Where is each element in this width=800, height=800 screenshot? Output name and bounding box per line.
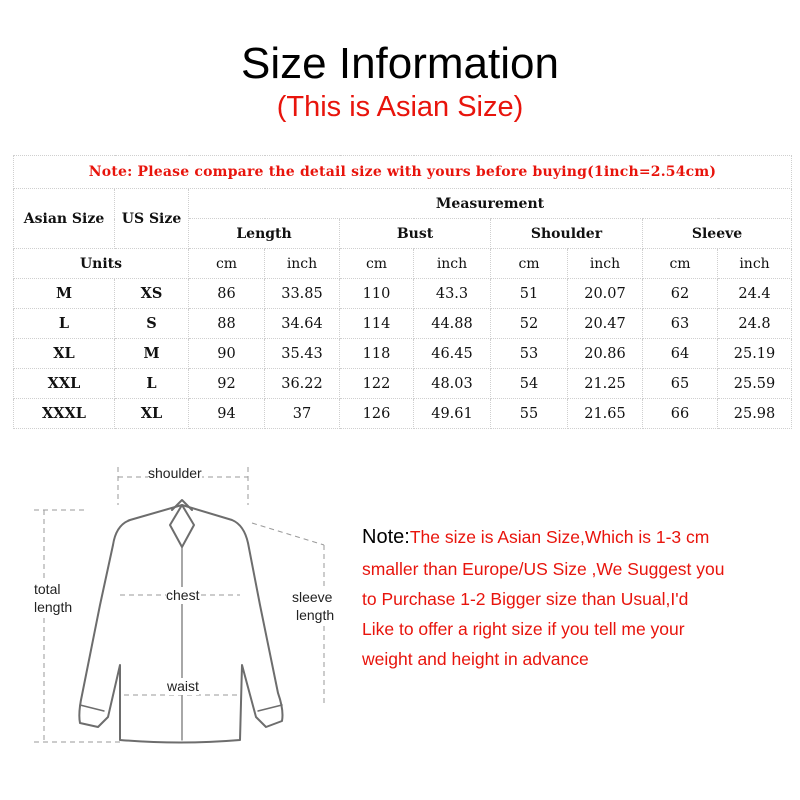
page-title: Size Information (241, 39, 559, 88)
cell-value: 36.22 (265, 369, 340, 399)
cell-value: 48.03 (414, 369, 491, 399)
cell-asian-size: M (14, 279, 115, 309)
page-subtitle: (This is Asian Size) (276, 91, 524, 123)
header-bust: Bust (340, 219, 491, 249)
units-label: Units (14, 249, 189, 279)
note-line: Like to offer a right size if you tell me your (362, 619, 685, 639)
cell-us-size: XS (115, 279, 189, 309)
unit-cell: inch (265, 249, 340, 279)
cell-value: 55 (491, 399, 568, 429)
label-total-length-2: length (34, 599, 73, 615)
unit-cell: cm (340, 249, 414, 279)
cell-value: 35.43 (265, 339, 340, 369)
header-us-size: US Size (115, 189, 189, 249)
cell-value: 34.64 (265, 309, 340, 339)
label-sleeve-length-2: length (296, 607, 335, 623)
label-waist: waist (167, 678, 199, 694)
cell-value: 25.98 (718, 399, 792, 429)
cell-value: 86 (189, 279, 265, 309)
table-row (14, 279, 792, 309)
cell-value: 25.59 (718, 369, 792, 399)
cell-us-size: XL (115, 399, 189, 429)
header-sleeve: Sleeve (643, 219, 792, 249)
cell-value: 21.25 (568, 369, 643, 399)
cell-value: 51 (491, 279, 568, 309)
cell-value: 53 (491, 339, 568, 369)
shirt-measurement-diagram (20, 455, 340, 765)
cell-value: 65 (643, 369, 718, 399)
unit-cell: inch (568, 249, 643, 279)
cell-value: 24.4 (718, 279, 792, 309)
cell-value: 94 (189, 399, 265, 429)
unit-cell: inch (718, 249, 792, 279)
label-chest: chest (166, 587, 200, 603)
header-asian-size: Asian Size (14, 189, 115, 249)
label-sleeve-length-1: sleeve (292, 589, 333, 605)
cell-value: 46.45 (414, 339, 491, 369)
cell-value: 64 (643, 339, 718, 369)
size-table (13, 155, 792, 429)
note-label: Note: (362, 526, 410, 548)
unit-cell: cm (491, 249, 568, 279)
note-line: to Purchase 1-2 Bigger size than Usual,I'd (362, 589, 689, 609)
cell-value: 25.19 (718, 339, 792, 369)
cell-value: 52 (491, 309, 568, 339)
cell-value: 20.47 (568, 309, 643, 339)
table-note-row (14, 156, 792, 189)
table-row (14, 399, 792, 429)
cell-value: 66 (643, 399, 718, 429)
cell-asian-size: XXL (14, 369, 115, 399)
size-advice-note (362, 522, 792, 674)
cell-value: 114 (340, 309, 414, 339)
cell-value: 21.65 (568, 399, 643, 429)
cell-value: 92 (189, 369, 265, 399)
table-row (14, 369, 792, 399)
cell-value: 90 (189, 339, 265, 369)
cell-value: 122 (340, 369, 414, 399)
cell-value: 126 (340, 399, 414, 429)
label-shoulder: shoulder (148, 465, 202, 481)
cell-us-size: M (115, 339, 189, 369)
cell-asian-size: L (14, 309, 115, 339)
unit-cell: cm (643, 249, 718, 279)
cell-value: 24.8 (718, 309, 792, 339)
table-row (14, 339, 792, 369)
cell-value: 49.61 (414, 399, 491, 429)
unit-cell: inch (414, 249, 491, 279)
cell-value: 20.07 (568, 279, 643, 309)
note-line: The size is Asian Size,Which is 1-3 cm (409, 527, 710, 547)
cell-value: 62 (643, 279, 718, 309)
cell-value: 43.3 (414, 279, 491, 309)
cell-asian-size: XL (14, 339, 115, 369)
header-measurement: Measurement (189, 189, 792, 219)
cell-us-size: L (115, 369, 189, 399)
header-shoulder: Shoulder (491, 219, 643, 249)
note-line: smaller than Europe/US Size ,We Suggest you (362, 559, 725, 579)
cell-value: 118 (340, 339, 414, 369)
cell-value: 63 (643, 309, 718, 339)
table-row (14, 309, 792, 339)
cell-value: 88 (189, 309, 265, 339)
cell-value: 33.85 (265, 279, 340, 309)
table-header-row (14, 189, 792, 219)
cell-value: 37 (265, 399, 340, 429)
header-length: Length (189, 219, 340, 249)
note-line: weight and height in advance (362, 649, 589, 669)
unit-cell: cm (189, 249, 265, 279)
cell-value: 110 (340, 279, 414, 309)
cell-us-size: S (115, 309, 189, 339)
cell-asian-size: XXXL (14, 399, 115, 429)
cell-value: 20.86 (568, 339, 643, 369)
cell-value: 54 (491, 369, 568, 399)
cell-value: 44.88 (414, 309, 491, 339)
label-total-length-1: total (34, 581, 61, 597)
table-units-row (14, 249, 792, 279)
table-note: Note: Please compare the detail size with yours before buying(1inch=2.54cm) (14, 156, 792, 189)
